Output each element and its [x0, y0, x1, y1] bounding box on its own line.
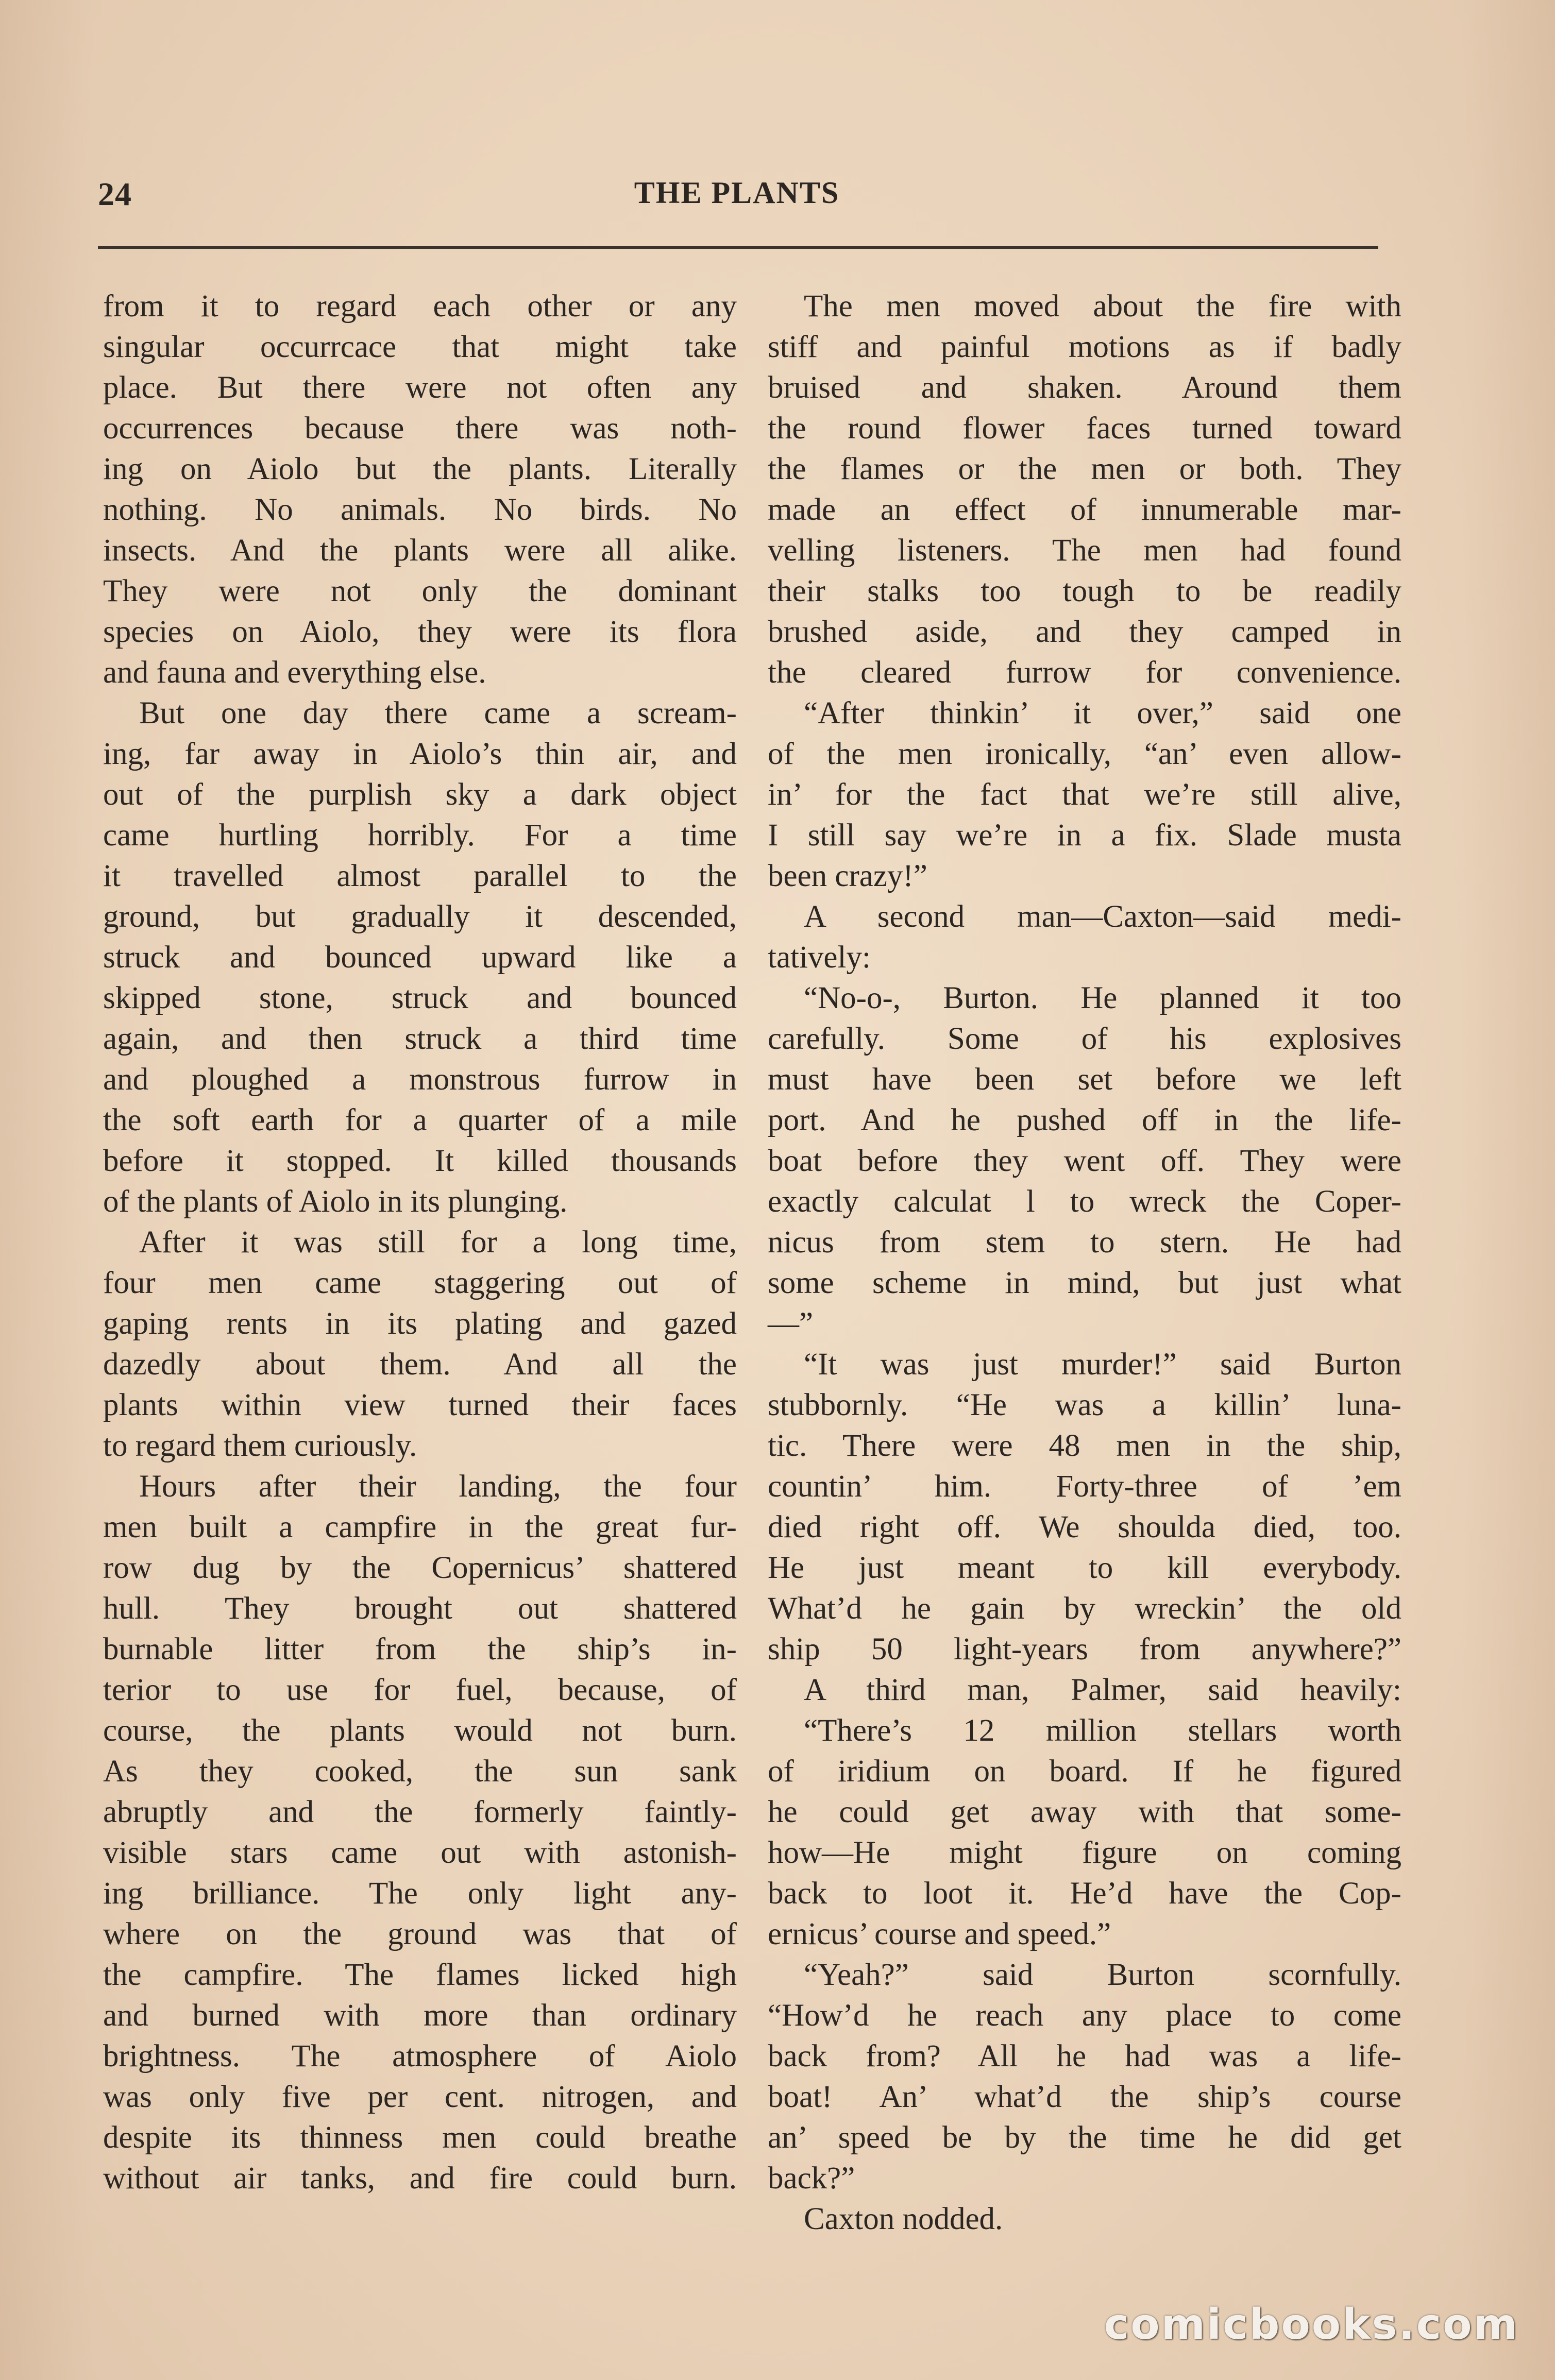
text-line: row dug by the Copernicus’ shattered	[103, 1551, 737, 1585]
text-line: dazedly about them. And all the	[103, 1347, 737, 1382]
text-line: the soft earth for a quarter of a mile	[103, 1103, 737, 1137]
text-line: back?”	[768, 2161, 855, 2196]
text-line: must have been set before we left	[768, 1062, 1401, 1097]
text-line: brightness. The atmosphere of Aiolo	[103, 2039, 737, 2073]
text-line: I still say we’re in a fix. Slade musta	[768, 818, 1401, 853]
text-line: ernicus’ course and speed.”	[768, 1917, 1111, 1951]
text-line: their stalks too tough to be readily	[768, 574, 1401, 608]
text-line: despite its thinness men could breathe	[103, 2120, 737, 2155]
text-line: boat! An’ what’d the ship’s course	[768, 2080, 1401, 2114]
text-line: he could get away with that some-	[768, 1795, 1401, 1829]
text-line: made an effect of innumerable mar-	[768, 492, 1401, 527]
text-line: four men came staggering out of	[103, 1266, 737, 1300]
page-number: 24	[98, 176, 132, 212]
text-line: back to loot it. He’d have the Cop-	[768, 1876, 1401, 1911]
text-line: of the plants of Aiolo in its plunging.	[103, 1184, 568, 1219]
text-line: where on the ground was that of	[103, 1917, 737, 1951]
text-line: exactly calculat l to wreck the Coper-	[768, 1184, 1401, 1219]
running-head-title: THE PLANTS	[634, 176, 840, 210]
text-line: “There’s 12 million stellars worth	[804, 1713, 1401, 1748]
text-line: and ploughed a monstrous furrow in	[103, 1062, 737, 1097]
text-line: of the men ironically, “an’ even allow-	[768, 737, 1401, 771]
text-line: been crazy!”	[768, 859, 927, 893]
text-line: stiff and painful motions as if badly	[768, 330, 1401, 364]
text-line: the campfire. The flames licked high	[103, 1958, 737, 1992]
text-line: countin’ him. Forty-three of ’em	[768, 1469, 1401, 1504]
text-line: But one day there came a scream-	[139, 696, 737, 730]
text-line: —”	[768, 1306, 814, 1341]
text-line: insects. And the plants were all alike.	[103, 533, 737, 568]
text-line: came hurtling horribly. For a time	[103, 818, 737, 853]
text-line: died right off. We shoulda died, too.	[768, 1510, 1401, 1544]
text-line: species on Aiolo, they were its flora	[103, 615, 737, 649]
text-line: to regard them curiously.	[103, 1429, 417, 1463]
text-line: nothing. No animals. No birds. No	[103, 492, 737, 527]
left-text-column	[103, 286, 737, 2199]
text-line: “No-o-, Burton. He planned it too	[804, 981, 1401, 1015]
text-line: “Yeah?” said Burton scornfully.	[804, 1958, 1401, 1992]
text-line: They were not only the dominant	[103, 574, 737, 608]
text-line: how—He might figure on coming	[768, 1835, 1401, 1870]
text-line: before it stopped. It killed thousands	[103, 1144, 737, 1178]
text-line: struck and bounced upward like a	[103, 940, 737, 975]
page-header	[98, 170, 1376, 216]
text-line: bruised and shaken. Around them	[768, 370, 1401, 405]
text-line: gaping rents in its plating and gazed	[103, 1306, 737, 1341]
text-line: tatively:	[768, 940, 871, 975]
text-line: terior to use for fuel, because, of	[103, 1673, 737, 1707]
text-line: Caxton nodded.	[804, 2202, 1003, 2236]
text-line: and fauna and everything else.	[103, 655, 486, 690]
text-line: skipped stone, struck and bounced	[103, 981, 737, 1015]
text-line: an’ speed be by the time he did get	[768, 2120, 1401, 2155]
text-line: visible stars came out with astonish-	[103, 1835, 737, 1870]
text-line: brushed aside, and they camped in	[768, 615, 1401, 649]
text-line: abruptly and the formerly faintly-	[103, 1795, 737, 1829]
text-line: the round flower faces turned toward	[768, 411, 1401, 446]
text-line: of iridium on board. If he figured	[768, 1754, 1401, 1789]
right-text-column	[768, 286, 1401, 2239]
text-line: from it to regard each other or any	[103, 289, 737, 324]
text-line: ing brilliance. The only light any-	[103, 1876, 737, 1911]
text-line: course, the plants would not burn.	[103, 1713, 737, 1748]
text-line: ground, but gradually it descended,	[103, 899, 737, 934]
text-line: in’ for the fact that we’re still alive,	[768, 777, 1401, 812]
text-line: carefully. Some of his explosives	[768, 1022, 1401, 1056]
text-line: port. And he pushed off in the life-	[768, 1103, 1401, 1137]
text-line: boat before they went off. They were	[768, 1144, 1401, 1178]
text-line: tic. There were 48 men in the ship,	[768, 1429, 1401, 1463]
text-line: singular occurrcace that might take	[103, 330, 737, 364]
text-line: without air tanks, and fire could burn.	[103, 2161, 737, 2196]
text-line: velling listeners. The men had found	[768, 533, 1401, 568]
text-line: some scheme in mind, but just what	[768, 1266, 1401, 1300]
header-rule	[98, 246, 1378, 249]
text-line: Hours after their landing, the four	[139, 1469, 737, 1504]
text-line: ing, far away in Aiolo’s thin air, and	[103, 737, 737, 771]
text-line: “After thinkin’ it over,” said one	[804, 696, 1401, 730]
text-line: men built a campfire in the great fur-	[103, 1510, 737, 1544]
text-line: After it was still for a long time,	[139, 1225, 737, 1260]
text-line: stubbornly. “He was a killin’ luna-	[768, 1388, 1401, 1422]
text-line: the flames or the men or both. They	[768, 452, 1401, 486]
text-line: A third man, Palmer, said heavily:	[804, 1673, 1401, 1707]
text-line: plants within view turned their faces	[103, 1388, 737, 1422]
text-line: A second man—Caxton—said medi-	[804, 899, 1401, 934]
watermark: comicbooks.com	[1104, 2300, 1519, 2349]
text-line: The men moved about the fire with	[804, 289, 1401, 324]
text-line: the cleared furrow for convenience.	[768, 655, 1401, 690]
text-line: He just meant to kill everybody.	[768, 1551, 1401, 1585]
text-line: “How’d he reach any place to come	[768, 1998, 1401, 2033]
text-line: nicus from stem to stern. He had	[768, 1225, 1401, 1260]
text-line: and burned with more than ordinary	[103, 1998, 737, 2033]
text-line: occurrences because there was noth-	[103, 411, 737, 446]
text-line: back from? All he had was a life-	[768, 2039, 1401, 2073]
text-line: “It was just murder!” said Burton	[804, 1347, 1401, 1382]
text-line: again, and then struck a third time	[103, 1022, 737, 1056]
text-line: What’d he gain by wreckin’ the old	[768, 1591, 1401, 1626]
text-line: ship 50 light-years from anywhere?”	[768, 1632, 1401, 1667]
text-line: As they cooked, the sun sank	[103, 1754, 737, 1789]
text-line: was only five per cent. nitrogen, and	[103, 2080, 737, 2114]
text-line: it travelled almost parallel to the	[103, 859, 737, 893]
text-line: hull. They brought out shattered	[103, 1591, 737, 1626]
text-line: place. But there were not often any	[103, 370, 737, 405]
text-line: burnable litter from the ship’s in-	[103, 1632, 737, 1667]
text-line: ing on Aiolo but the plants. Literally	[103, 452, 737, 486]
text-line: out of the purplish sky a dark object	[103, 777, 737, 812]
